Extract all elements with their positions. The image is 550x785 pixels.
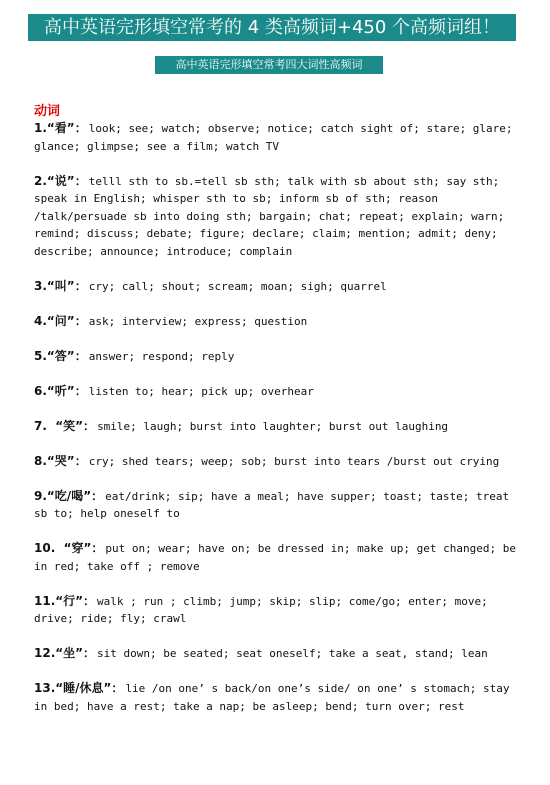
entry-text: look; see; watch; observe; notice; catch sight of; stare; glare; glance; glimpse; see a film; watch TV xyxy=(34,122,513,153)
entry-say xyxy=(34,173,518,261)
entry-sit xyxy=(34,645,518,663)
entry-call xyxy=(34,278,518,296)
entry-number: 13. xyxy=(34,681,56,695)
entry-number: 4. xyxy=(34,313,47,328)
entry-keyword: “哭”： xyxy=(46,453,87,468)
entry-keyword: “看”： xyxy=(46,121,87,135)
entry-wear xyxy=(34,540,518,575)
document-subtitle: 高中英语完形填空常考四大词性高频词 xyxy=(155,56,383,74)
entry-text: cry; call; shout; scream; moan; sigh; quarrel xyxy=(88,279,387,293)
entry-text: ask; interview; express; question xyxy=(88,314,308,328)
entry-ask xyxy=(34,313,518,331)
entry-text: listen to; hear; pick up; overhear xyxy=(88,384,314,398)
entry-keyword: “问”： xyxy=(46,313,87,328)
entry-text: telll sth to sb.=tell sb sth; talk with sb about sth; say sth; speak in English; whisper sth to sb; inform sb of sth; reason /talk/persuade sb into doing sth; bargain; chat; repeat; explain; warn; remind; discuss; debate; figure; declare; claim; mention; admit; deny; describe; announce; introduce; complain xyxy=(34,174,505,258)
entry-keyword: “吃/喝”： xyxy=(46,488,104,503)
entry-keyword: “说”： xyxy=(46,173,87,188)
entry-number: 8. xyxy=(34,453,47,468)
entry-text: lie /on one’ s back/on one’s side/ on one’ s stomach; stay in bed; have a rest; take a nap; be asleep; bend; turn over; rest xyxy=(34,682,510,713)
section-heading: 动词 xyxy=(34,104,61,119)
document-title: 高中英语完形填空常考的 4 类高频词+450 个高频词组！ xyxy=(28,14,516,41)
entry-number: 1. xyxy=(34,121,47,135)
entry-text: cry; shed tears; weep; sob; burst into tears /burst out crying xyxy=(88,454,500,468)
entry-number: 5. xyxy=(34,348,47,363)
entry-laugh xyxy=(34,418,518,436)
entry-keyword: “坐”： xyxy=(55,646,96,660)
entry-number: 7. xyxy=(34,418,47,433)
entry-text: put on; wear; have on; be dressed in; make up; get changed; be in red; take off ; remove xyxy=(34,542,517,573)
entry-keyword: “答”： xyxy=(46,348,87,363)
vocabulary-section xyxy=(34,104,518,733)
entry-number: 3. xyxy=(34,278,47,293)
entry-number: 10. xyxy=(34,541,56,555)
entry-keyword: “叫”： xyxy=(46,278,87,293)
entry-keyword: “听”： xyxy=(46,383,87,398)
entry-look xyxy=(34,120,518,155)
entry-keyword: “穿”： xyxy=(55,541,104,555)
entry-keyword: “行”： xyxy=(55,593,96,608)
entry-answer xyxy=(34,348,518,366)
entry-number: 6. xyxy=(34,383,47,398)
entry-text: smile; laugh; burst into laughter; burst out laughing xyxy=(97,419,449,433)
entry-number: 9. xyxy=(34,488,47,503)
entry-text: answer; respond; reply xyxy=(88,349,235,363)
entry-eat-drink xyxy=(34,488,518,523)
entry-keyword: “笑”： xyxy=(46,418,96,433)
entry-sleep-rest xyxy=(34,680,518,715)
entry-cry xyxy=(34,453,518,471)
entry-number: 12. xyxy=(34,646,56,660)
entry-listen xyxy=(34,383,518,401)
entry-text: sit down; be seated; seat oneself; take a seat, stand; lean xyxy=(97,647,488,660)
entry-keyword: “睡/休息”： xyxy=(55,681,124,695)
entry-text: eat/drink; sip; have a meal; have supper; toast; taste; treat sb to; help oneself to xyxy=(34,489,510,520)
entry-text: walk ; run ; climb; jump; skip; slip; come/go; enter; move; drive; ride; fly; crawl xyxy=(34,594,488,625)
entry-number: 11. xyxy=(34,593,56,608)
entry-move xyxy=(34,593,518,628)
entry-number: 2. xyxy=(34,173,47,188)
